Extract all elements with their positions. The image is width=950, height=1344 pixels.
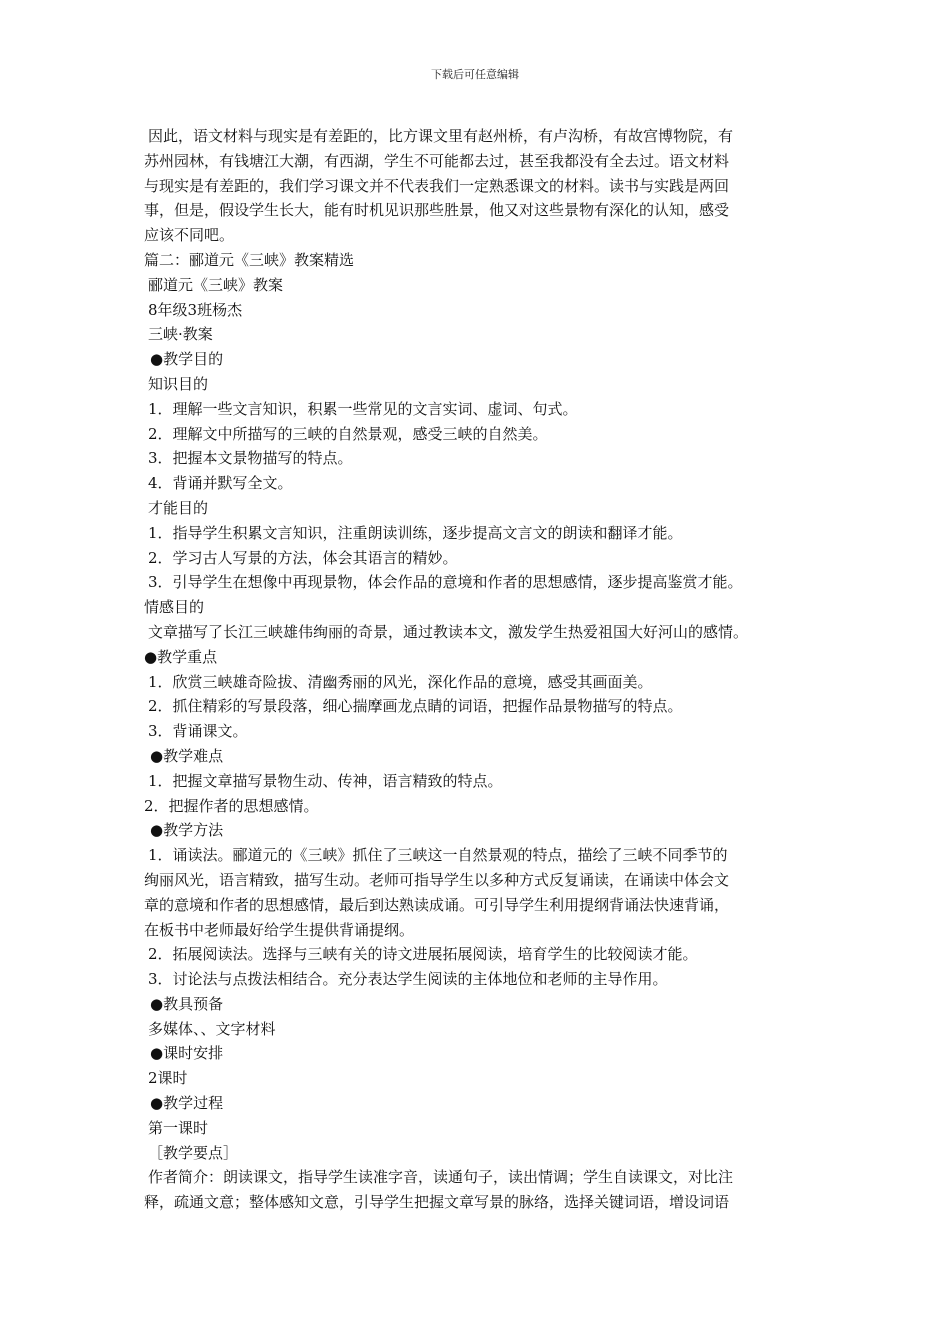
text-line: 释，疏通文意；整体感知文意，引导学生把握文章写景的脉络，选择关键词语，增设词语: [144, 1193, 730, 1212]
text-line: 3．引导学生在想像中再现景物，体会作品的意境和作者的思想感情，逐步提高鉴赏才能。: [148, 573, 743, 592]
text-line: ［教学要点］: [148, 1143, 239, 1162]
text-line: 文章描写了长江三峡雄伟绚丽的奇景，通过教读本文，激发学生热爱祖国大好河山的感情。: [148, 622, 749, 641]
text-line: 事，但是，假设学生长大，能有时机见识那些胜景，他又对这些景物有深化的认知，感受: [144, 201, 730, 220]
text-line: 三峡·教案: [148, 325, 213, 344]
text-line: 章的意境和作者的思想感情，最后到达熟读成诵。可引导学生利用提纲背诵法快速背诵，: [144, 895, 730, 914]
text-line: ●教学重点: [144, 647, 218, 666]
text-line: 知识目的: [148, 374, 209, 393]
text-line: 因此，语文材料与现实是有差距的，比方课文里有赵州桥，有卢沟桥，有故宫博物院，有: [148, 127, 734, 145]
text-line: 3．把握本文景物描写的特点。: [148, 449, 353, 468]
text-line: 绚丽风光，语言精致，描写生动。老师可指导学生以多种方式反复诵读，在诵读中体会文: [144, 870, 730, 889]
text-line: 作者简介：朗读课文，指导学生读准字音，读通句子，读出情调；学生自读课文，对比注: [148, 1168, 734, 1187]
text-line: 在板书中老师最好给学生提供背诵提纲。: [144, 920, 415, 939]
text-line: ●教学方法: [150, 821, 224, 840]
text-line: 2．把握作者的思想感情。: [144, 796, 319, 815]
text-line: 多媒体、、文字材料: [148, 1019, 276, 1038]
text-line: 才能目的: [148, 498, 209, 517]
text-line: 2课时: [148, 1069, 188, 1088]
text-line: 第一课时: [148, 1118, 209, 1137]
text-line: 1．指导学生积累文言知识，注重朗读训练，逐步提高文言文的朗读和翻译才能。: [148, 523, 683, 542]
text-line: ●教具预备: [150, 994, 224, 1013]
text-line: 1．把握文章描写景物生动、传神，语言精致的特点。: [148, 771, 503, 790]
text-line: ●教学目的: [150, 350, 224, 369]
text-line: 2．抓住精彩的写景段落，细心揣摩画龙点睛的词语，把握作品景物描写的特点。: [148, 697, 683, 716]
text-line: ●课时安排: [150, 1044, 224, 1063]
text-line: 8年级3班杨杰: [148, 300, 243, 319]
document-body: [144, 124, 824, 1215]
text-line: 1．欣赏三峡雄奇险拔、清幽秀丽的风光，深化作品的意境，感受其画面美。: [148, 672, 653, 691]
text-line: ●教学过程: [150, 1094, 224, 1113]
text-line: 4．背诵并默写全文。: [148, 474, 293, 493]
text-line: 1．理解一些文言知识，积累一些常见的文言实词、虚词、句式。: [148, 399, 578, 418]
text-line: 1．诵读法。郦道元的《三峡》抓住了三峡这一自然景观的特点，描绘了三峡不同季节的: [148, 846, 728, 865]
text-line: 郦道元《三峡》教案: [148, 275, 284, 294]
text-line: 2．拓展阅读法。选择与三峡有关的诗文进展拓展阅读，培育学生的比较阅读才能。: [148, 945, 698, 964]
text-line: 2．理解文中所描写的三峡的自然景观，感受三峡的自然美。: [148, 424, 548, 443]
text-line: 3．背诵课文。: [148, 722, 248, 741]
text-line: 应该不同吧。: [144, 226, 235, 245]
text-line: 苏州园林，有钱塘江大潮，有西湖，学生不可能都去过，甚至我都没有全去过。语文材料: [144, 151, 730, 170]
text-line: 情感目的: [144, 598, 205, 617]
text-line: 篇二：郦道元《三峡》教案精选: [144, 250, 355, 269]
text-line: 与现实是有差距的，我们学习课文并不代表我们一定熟悉课文的材料。读书与实践是两回: [144, 176, 730, 195]
text-line: 2．学习古人写景的方法，体会其语言的精妙。: [148, 548, 458, 567]
text-line: ●教学难点: [150, 746, 224, 765]
text-line: 3．讨论法与点拨法相结合。充分表达学生阅读的主体地位和老师的主导作用。: [148, 970, 668, 989]
page-header: 下载后可任意编辑: [431, 68, 519, 81]
